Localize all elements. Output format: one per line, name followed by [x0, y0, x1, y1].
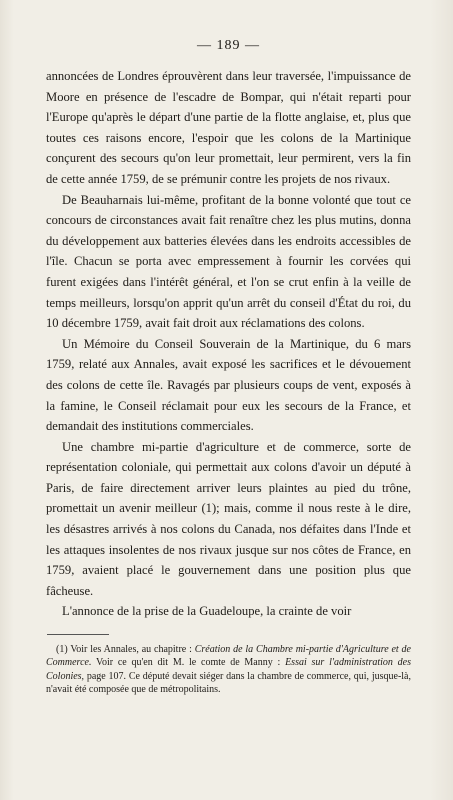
footnote-italic-work: Essai sur l'administration des Colonies,: [46, 657, 411, 682]
paragraph-memoire: Un Mémoire du Conseil Souverain de la Martinique, du 6 mars 1759, relaté aux Annales, avait exposé les sacrifices et le dévouement des colons de cette île. Ravagés par plusieurs coups de vent, exposés à la famine, le Conseil réclamait pour eux les secours de la France, et demandait des institutions commerciales.: [46, 336, 411, 434]
footnote-1: [46, 643, 411, 697]
paragraph-continued: annoncées de Londres éprouvèrent dans leur traversée, l'impuissance de Moore en présence de l'escadre de Bompar, qui n'était reparti pour l'Europe qu'après le départ d'une partie de la flotte anglaise, et, plus que toutes ces raisons encore, l'espoir que les colons de la Martinique conçurent des secours qu'on leur promettait, leur permirent, vers la fin de cette année 1759, de se prémunir contre les projets de nos rivaux.: [46, 69, 411, 186]
footnotes: [46, 643, 411, 697]
footnote-intro: (1) Voir les Annales, au chapitre :: [56, 644, 195, 656]
footnote-middle: Voir ce qu'en dit M. le comte de Manny :: [91, 657, 286, 669]
footnote-italic-title: Création de la Chambre mi-partie d'Agriculture et de Commerce.: [46, 644, 412, 669]
paragraph-beauharnais: De Beauharnais lui-même, profitant de la bonne volonté que tout ce concours de circonstances avait fait renaître chez les plus mutins, donna du développement aux batteries élevées dans les endroits accessibles de l'île. Chacun se porta avec empressement à fournir les corvées qui furent exigées dans l'intérêt général, et l'on se crut enfin à la veille de temps meilleurs, lorsqu'on apprit qu'un arrêt du conseil d'État du roi, du 10 décembre 1759, avait fait droit aux réclamations des colons.: [46, 192, 411, 331]
footnote-end: page 107. Ce député devait siéger dans la chambre de commerce, qui, jusque-là, n'avait été composée que de métropolitains.: [46, 670, 411, 696]
paragraph-chambre: Une chambre mi-partie d'agriculture et de commerce, sorte de représentation coloniale, qui permettait aux colons d'avoir un député à Paris, de faire directement arriver leurs plaintes au pied du trône, promettait un avenir meilleur (1); mais, comme il nous reste à le dire, les désastres arrivés à nos colons du Canada, nos défaites dans l'Inde et les attaques insolentes de nos rivaux jusque sur nos côtes de France, en 1759, avaient placé le gouvernement dans une position plus que fâcheuse.: [46, 439, 411, 598]
page-number: — 189 —: [197, 38, 260, 53]
paragraph-guadeloupe: L'annonce de la prise de la Guadeloupe, la crainte de voir: [62, 604, 352, 619]
main-text: [46, 66, 411, 622]
footnote-rule: [47, 634, 109, 635]
